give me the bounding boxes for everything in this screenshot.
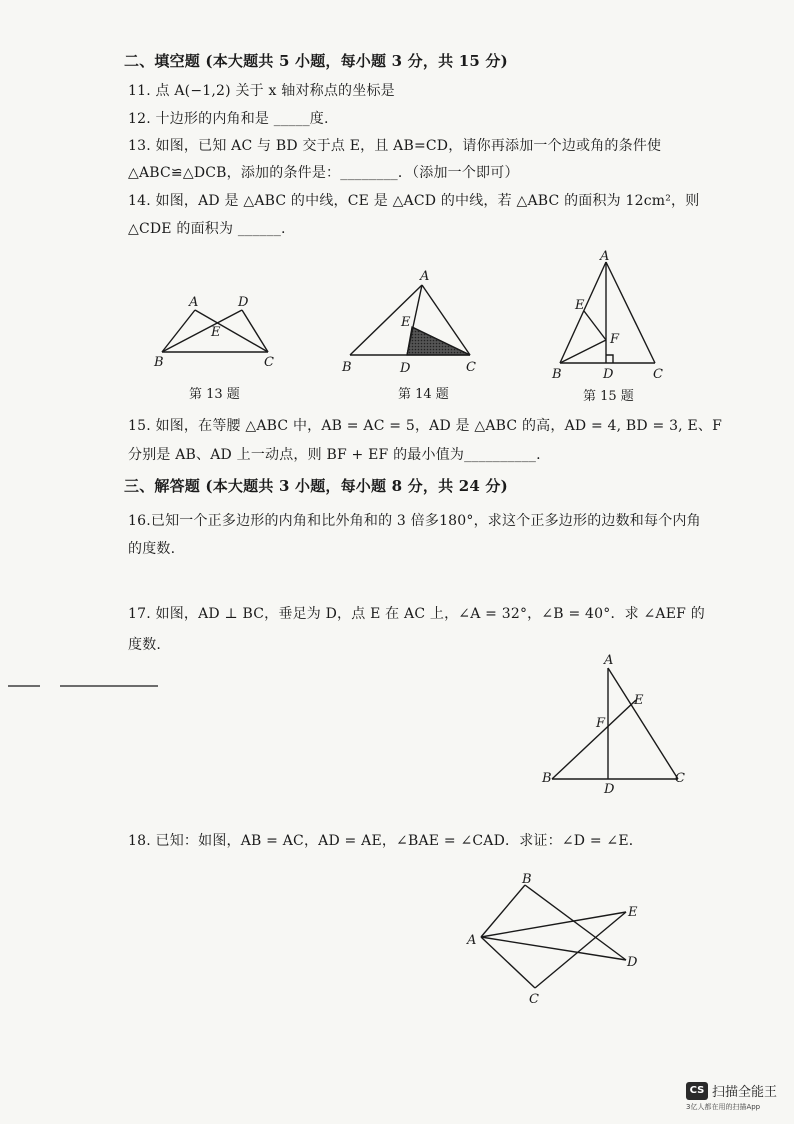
fig15-label-D: D: [603, 367, 614, 382]
fig18-label-A: A: [467, 933, 477, 948]
fig14-label-A: A: [420, 269, 430, 284]
section-heading-solutions: 三、解答题 (本大题共 3 小题，每小题 8 分，共 24 分): [124, 477, 508, 495]
watermark-title: 扫描全能王: [712, 1085, 778, 1100]
question-17-line-2: 度数.: [128, 637, 162, 653]
question-16-line-2: 的度数.: [128, 541, 176, 557]
fig18-label-D: D: [627, 955, 638, 970]
fig14-label-E: E: [401, 315, 411, 330]
fig17-label-D: D: [604, 782, 615, 797]
caption-fig13: 第 13 题: [189, 387, 240, 402]
fig18-label-E: E: [628, 905, 638, 920]
caption-fig15: 第 15 题: [583, 389, 634, 404]
fig13-label-A: A: [189, 295, 199, 310]
cs-logo-icon: CS: [686, 1082, 708, 1100]
fig13-label-D: D: [238, 295, 249, 310]
question-15-line-1: 15. 如图，在等腰 △ABC 中，AB = AC = 5，AD 是 △ABC 的高，AD = 4, BD = 3, E、F: [128, 418, 723, 434]
fig14-label-B: B: [342, 360, 352, 375]
question-13-line-2: △ABC≌△DCB，添加的条件是：________．（添加一个即可）: [128, 165, 519, 181]
question-12: 12. 十边形的内角和是 _____度.: [128, 111, 329, 127]
fig15-label-B: B: [552, 367, 562, 382]
figure-17: [552, 668, 678, 779]
question-17-line-1: 17. 如图，AD ⊥ BC，垂足为 D，点 E 在 AC 上，∠A = 32°，∠B = 40°．求 ∠AEF 的: [128, 606, 705, 622]
fig15-label-A: A: [600, 249, 610, 264]
question-14-line-1: 14. 如图，AD 是 △ABC 的中线，CE 是 △ACD 的中线，若 △ABC 的面积为 12cm²，则: [128, 193, 700, 209]
fig14-label-C: C: [466, 360, 476, 375]
fig13-label-E: E: [211, 325, 221, 340]
fig17-label-E: E: [634, 693, 644, 708]
fig13-label-B: B: [154, 355, 164, 370]
question-15-line-2: 分别是 AB、AD 上一动点，则 BF + EF 的最小值为__________.: [128, 447, 541, 463]
figure-18: [481, 885, 626, 988]
fig18-label-B: B: [522, 872, 532, 887]
fig17-label-A: A: [604, 653, 614, 668]
fig18-label-C: C: [529, 992, 539, 1007]
watermark-subtitle: 3亿人都在用的扫描App: [686, 1103, 761, 1111]
question-14-line-2: △CDE 的面积为 ______.: [128, 221, 286, 237]
fig15-label-C: C: [653, 367, 663, 382]
question-11: 11. 点 A(−1,2) 关于 x 轴对称点的坐标是: [128, 83, 395, 99]
fig17-label-F: F: [596, 716, 606, 731]
question-16-line-1: 16.已知一个正多边形的内角和比外角和的 3 倍多180°，求这个正多边形的边数和每个内角: [128, 513, 701, 529]
scanner-watermark: [686, 1080, 786, 1114]
fig17-label-B: B: [542, 771, 552, 786]
fig15-label-E: E: [575, 298, 585, 313]
caption-fig14: 第 14 题: [398, 387, 449, 402]
fig13-label-C: C: [264, 355, 274, 370]
fig17-label-C: C: [675, 771, 685, 786]
fig15-label-F: F: [610, 332, 620, 347]
question-13-line-1: 13. 如图，已知 AC 与 BD 交于点 E，且 AB=CD，请你再添加一个边或角的条件使: [128, 138, 662, 154]
section-heading-fill-in: 二、填空题 (本大题共 5 小题，每小题 3 分，共 15 分): [124, 52, 508, 70]
fig14-label-D: D: [400, 361, 411, 376]
question-18: 18. 已知：如图，AB = AC，AD = AE，∠BAE = ∠CAD．求证：∠D = ∠E．: [128, 833, 643, 849]
